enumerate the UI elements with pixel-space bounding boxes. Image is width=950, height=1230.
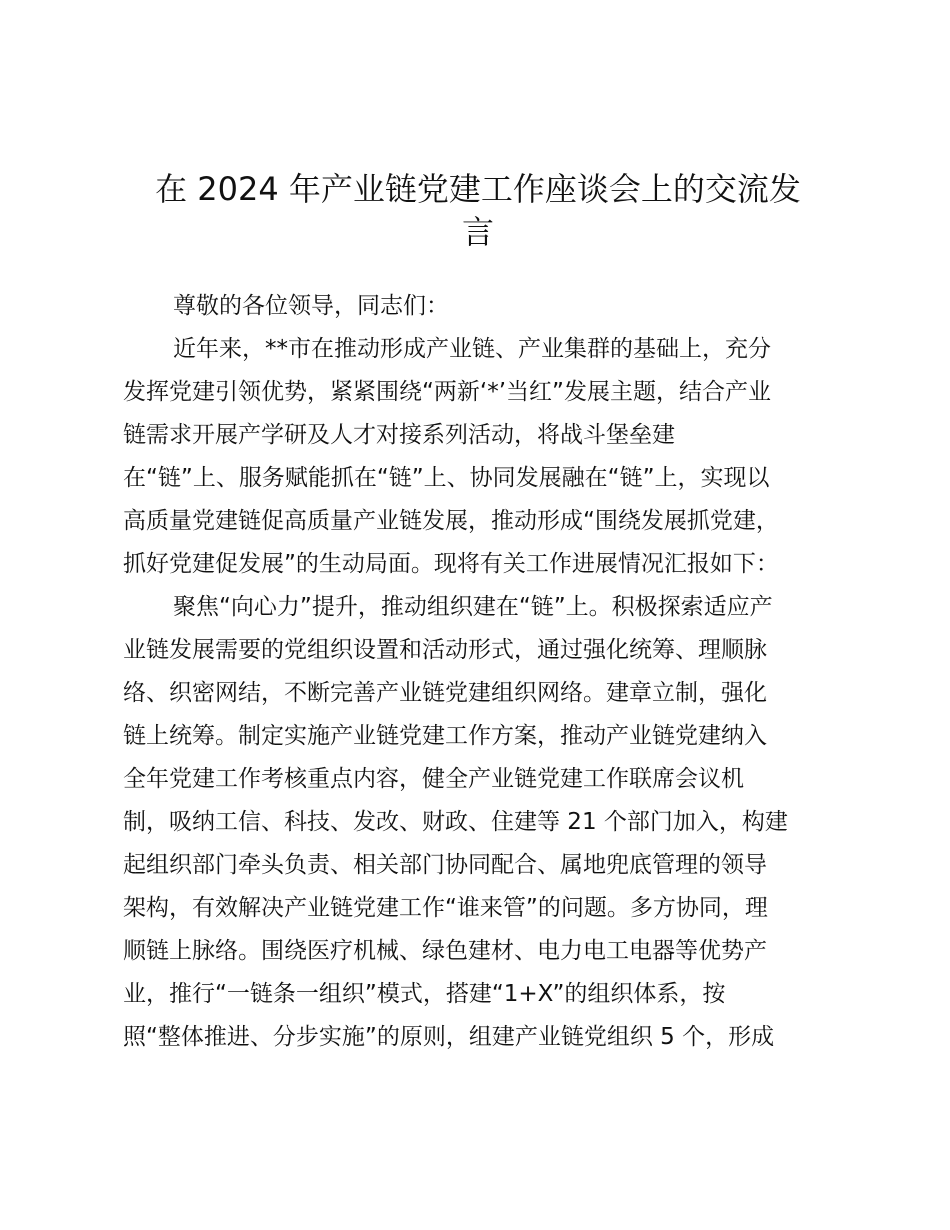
text-line: 络、织密网结，不断完善产业链党建组织网络。建章立制，强化 (123, 680, 767, 706)
title-line: 言 (461, 213, 494, 251)
text-line: 业链发展需要的党组织设置和活动形式，通过强化统筹、理顺脉 (123, 637, 767, 663)
text-line: 在“链”上、服务赋能抓在“链”上、协同发展融在“链”上，实现以 (123, 465, 770, 491)
document-title (123, 168, 833, 254)
title-line: 在 2024 年产业链党建工作座谈会上的交流发 (155, 170, 801, 208)
document-body (123, 285, 835, 1059)
text-line: 链需求开展产学研及人才对接系列活动，将战斗堡垒建 (123, 422, 675, 448)
text-line: 高质量党建链促高质量产业链发展，推动形成“围绕发展抓党建， (123, 508, 779, 534)
text-line: 抓好党建促发展”的生动局面。现将有关工作进展情况汇报如下： (123, 551, 779, 577)
text-line: 业，推行“一链条一组织”模式，搭建“1+X”的组织体系，按 (123, 981, 726, 1007)
text-line: 链上统筹。制定实施产业链党建工作方案，推动产业链党建纳入 (123, 723, 767, 749)
text-line: 聚焦“向心力”提升，推动组织建在“链”上。积极探索适应产 (173, 594, 773, 620)
text-line: 顺链上脉络。围绕医疗机械、绿色建材、电力电工电器等优势产 (123, 938, 767, 964)
text-line: 起组织部门牵头负责、相关部门协同配合、属地兜底管理的领导 (123, 852, 767, 878)
text-line: 制，吸纳工信、科技、发改、财政、住建等 21 个部门加入，构建 (123, 809, 788, 835)
text-line: 架构，有效解决产业链党建工作“谁来管”的问题。多方协同，理 (123, 895, 768, 921)
paragraph-organization (123, 586, 835, 1059)
text-line: 近年来，**市在推动形成产业链、产业集群的基础上，充分 (173, 336, 771, 362)
text-line: 全年党建工作考核重点内容，健全产业链党建工作联席会议机 (123, 766, 744, 792)
text-line: 照“整体推进、分步实施”的原则，组建产业链党组织 5 个，形成 (123, 1024, 775, 1050)
paragraph-intro (123, 328, 835, 586)
salutation: 尊敬的各位领导，同志们： (173, 293, 449, 319)
text-line: 发挥党建引领优势，紧紧围绕“两新‘*’当红”发展主题，结合产业 (123, 379, 771, 405)
